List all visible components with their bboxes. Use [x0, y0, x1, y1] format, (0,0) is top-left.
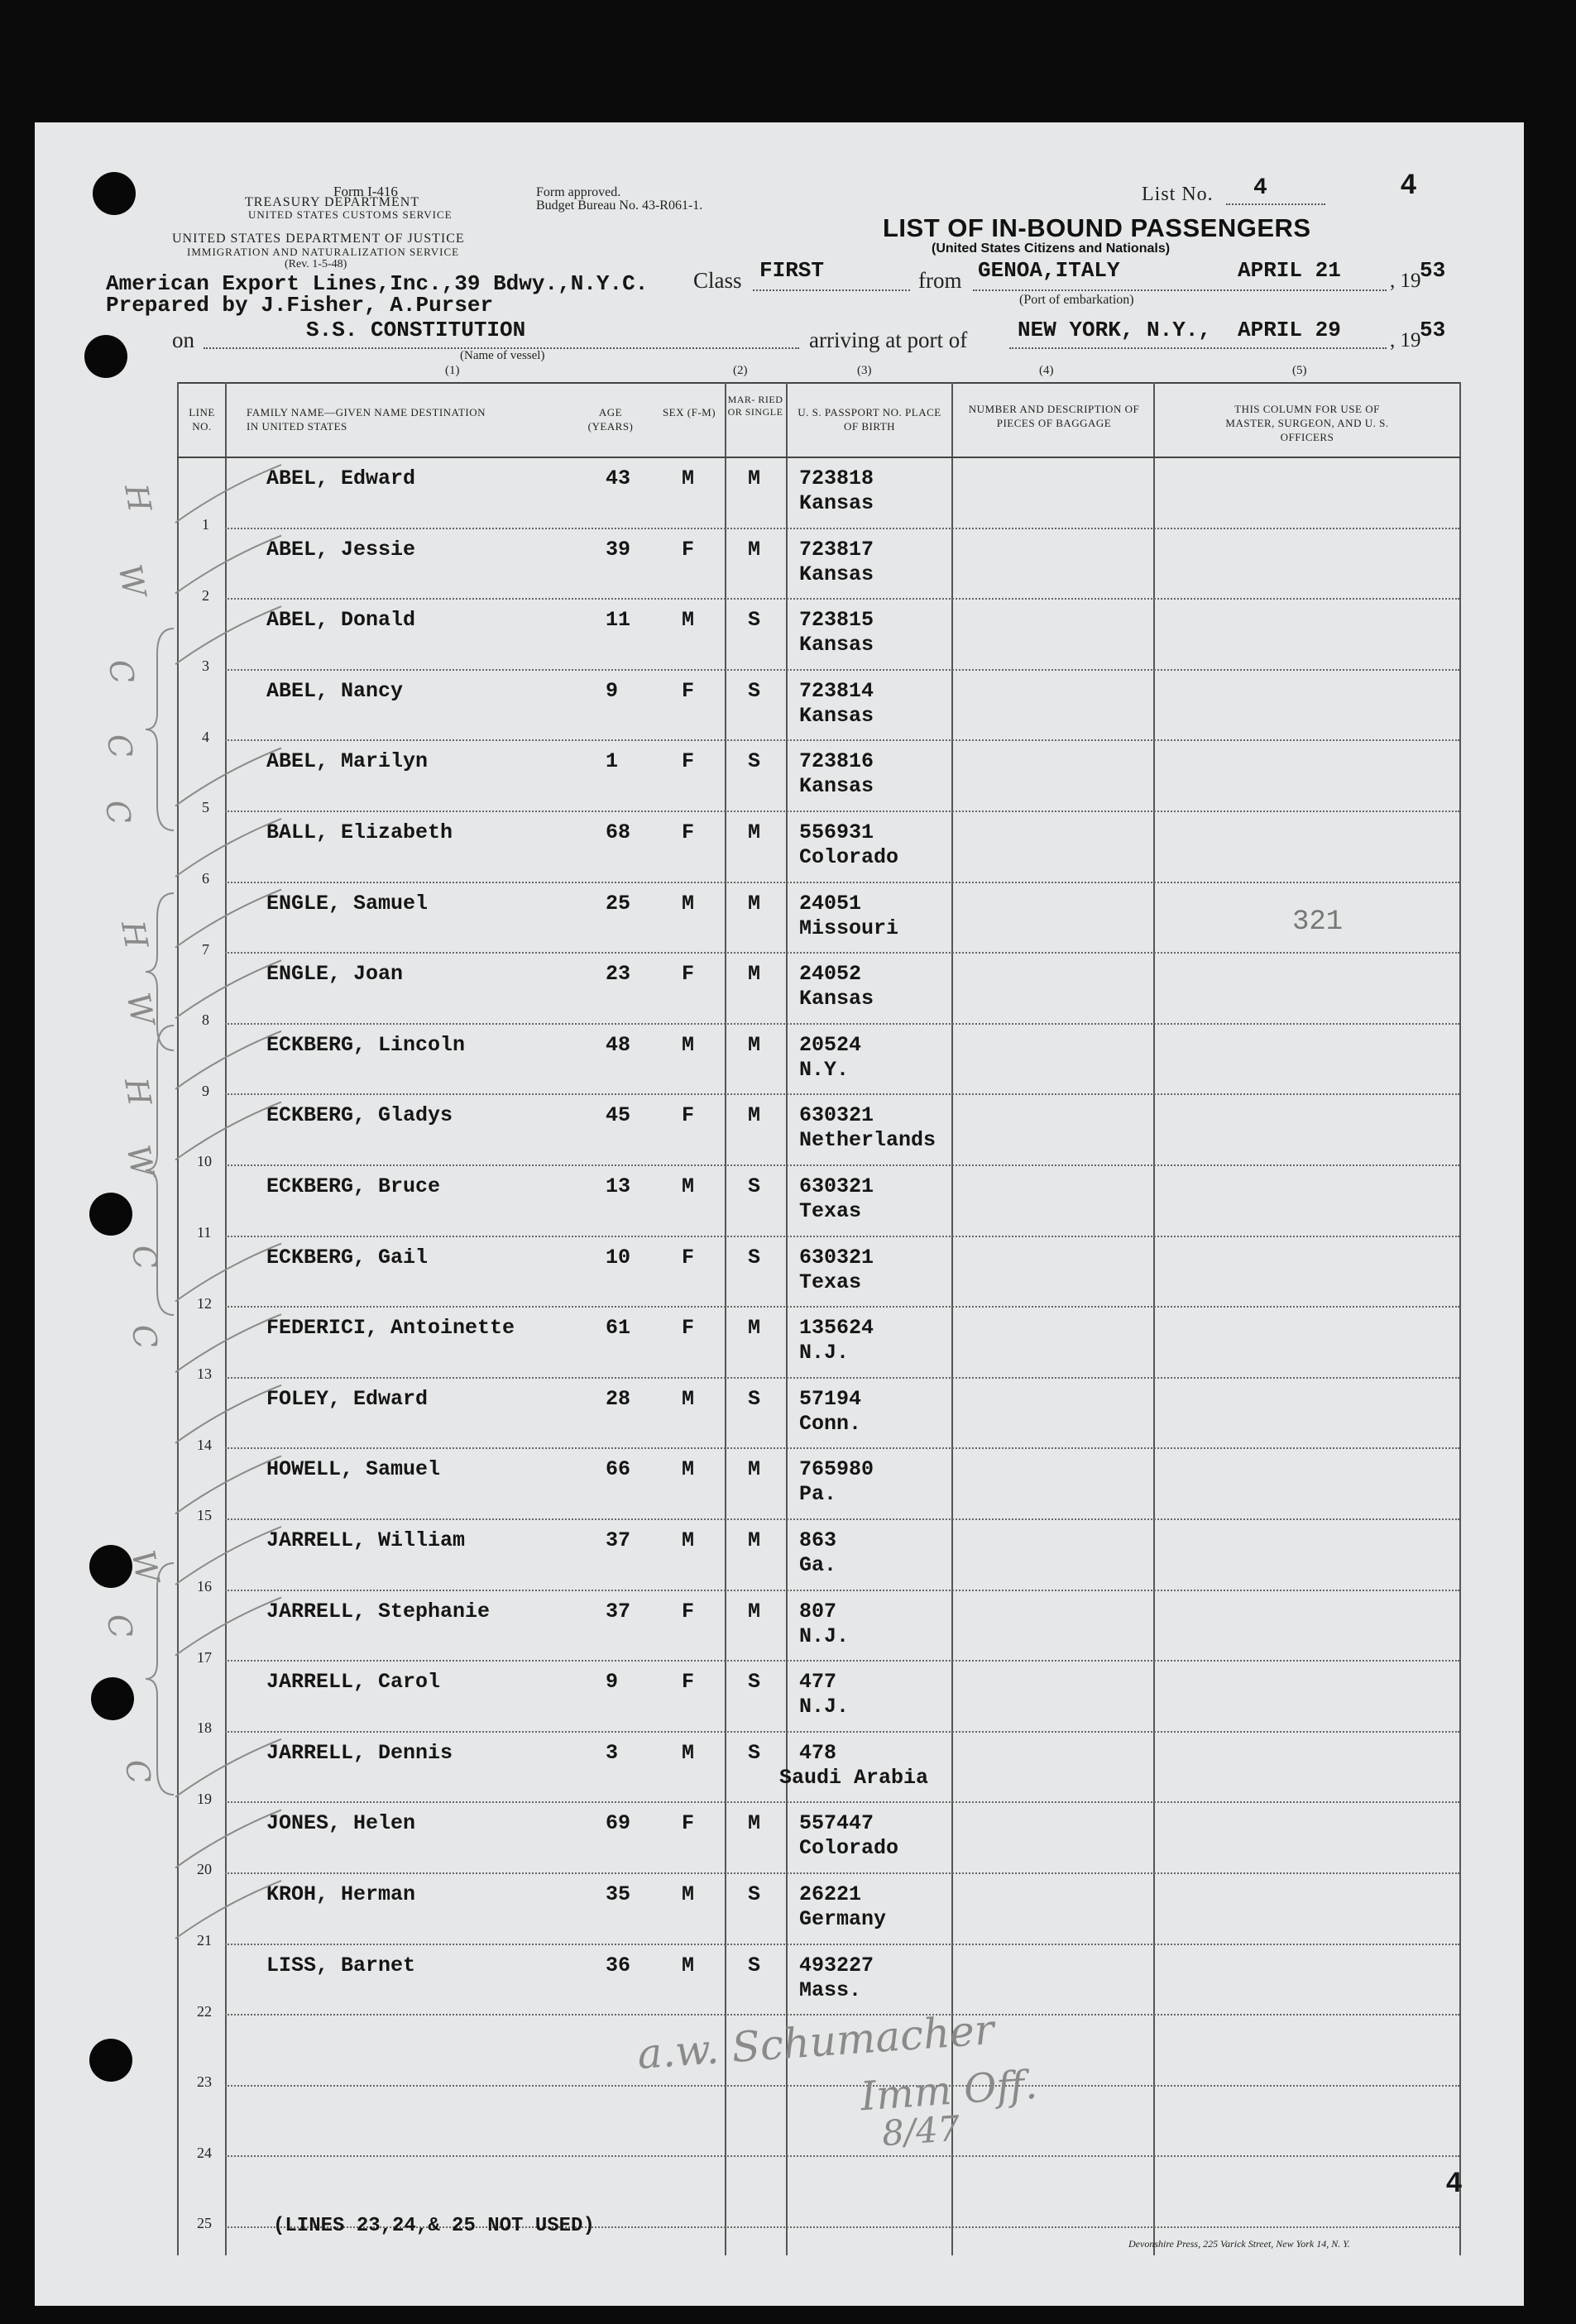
arrival-date: APRIL 29 — [1238, 318, 1341, 342]
class-value: FIRST — [759, 258, 825, 283]
form-approved: Form approved. — [536, 185, 621, 199]
col-header-sex: SEX (F-M) — [662, 406, 716, 418]
birthplace: Netherlands — [799, 1128, 936, 1153]
passenger-marital: M — [748, 1599, 761, 1623]
row-rule — [225, 669, 1459, 671]
passenger-sex: M — [682, 466, 695, 490]
line-number: 9 — [202, 1082, 209, 1099]
passenger-sex: M — [682, 1528, 695, 1552]
passenger-name: JARRELL, Stephanie — [266, 1599, 491, 1623]
passport-number: 723818 — [799, 466, 874, 490]
passenger-sex: F — [682, 820, 695, 844]
col-divider — [725, 382, 726, 2255]
form-subtitle: (United States Citizens and Nationals) — [932, 241, 1171, 256]
passenger-sex: M — [682, 608, 695, 633]
depart-year-prefix: , 19 — [1390, 270, 1421, 292]
birthplace: N.Y. — [799, 1057, 850, 1082]
row-rule — [225, 1023, 1459, 1025]
passenger-sex: F — [682, 749, 695, 774]
col-divider — [1459, 382, 1461, 2255]
margin-letter: C — [98, 796, 138, 828]
passport-number: 765980 — [799, 1457, 874, 1482]
birthplace: Colorado — [799, 1836, 899, 1861]
passenger-age: 43 — [606, 466, 631, 490]
from-line — [973, 289, 1387, 291]
signature-title: Imm Off. — [859, 2061, 1039, 2121]
passenger-sex: M — [682, 1174, 695, 1198]
passport-number: 477 — [799, 1670, 837, 1695]
signature: a.w. Schumacher — [635, 2006, 996, 2078]
line-number: 10 — [197, 1153, 212, 1170]
passenger-marital: M — [748, 1103, 761, 1128]
margin-letter: H — [117, 481, 159, 515]
passenger-age: 13 — [606, 1174, 631, 1198]
col-num-1: (1) — [445, 364, 460, 377]
line-number: 7 — [202, 940, 209, 958]
list-no-label: List No. — [1142, 184, 1214, 205]
punch-hole — [89, 1193, 132, 1236]
officer-note: 321 — [1292, 906, 1344, 938]
passenger-age: 25 — [606, 891, 631, 916]
line-number: 14 — [197, 1436, 212, 1453]
passenger-marital: S — [748, 1953, 761, 1977]
col-header-married: MAR- RIED OR SINGLE — [727, 394, 783, 418]
margin-letter: W — [119, 1141, 161, 1181]
passport-number: 723817 — [799, 537, 874, 562]
row-rule — [225, 1306, 1459, 1308]
birthplace: Pa. — [799, 1482, 837, 1507]
margin-letter: H — [114, 917, 156, 952]
line-number: 2 — [202, 586, 209, 604]
passenger-name: JONES, Helen — [266, 1811, 416, 1836]
ins-service: IMMIGRATION AND NATURALIZATION SERVICE — [187, 246, 460, 258]
passenger-age: 66 — [606, 1457, 631, 1482]
punch-hole — [89, 1545, 132, 1588]
passport-number: 723814 — [799, 678, 874, 703]
vessel-name: S.S. CONSTITUTION — [306, 318, 526, 342]
arriving-label: arriving at port of — [809, 328, 968, 352]
margin-letter: H — [117, 1074, 159, 1109]
birthplace: Ga. — [799, 1553, 837, 1577]
line-number: 18 — [197, 1719, 212, 1737]
passenger-sex: F — [682, 1316, 695, 1341]
justice-department: UNITED STATES DEPARTMENT OF JUSTICE — [172, 232, 465, 246]
row-rule — [225, 1377, 1459, 1379]
passenger-name: ENGLE, Joan — [266, 962, 404, 987]
birthplace: Kansas — [799, 987, 874, 1011]
birthplace: Kansas — [799, 491, 874, 515]
margin-letter: C — [101, 656, 141, 687]
line-number: 6 — [202, 870, 209, 887]
line-number: 23 — [197, 2073, 212, 2091]
class-line — [753, 289, 910, 291]
row-rule — [225, 1872, 1459, 1874]
passenger-sex: M — [682, 1740, 695, 1765]
passport-number: 57194 — [799, 1386, 862, 1411]
passport-number: 630321 — [799, 1174, 874, 1198]
passenger-age: 10 — [606, 1245, 631, 1270]
birthplace: Texas — [799, 1199, 862, 1223]
passenger-age: 37 — [606, 1599, 631, 1623]
passenger-name: ECKBERG, Bruce — [266, 1174, 441, 1198]
signature-date: 8/47 — [880, 2107, 961, 2154]
birthplace: Texas — [799, 1270, 862, 1294]
passenger-name: JARRELL, Carol — [266, 1670, 441, 1695]
passport-number: 863 — [799, 1528, 837, 1552]
line-number: 8 — [202, 1011, 209, 1029]
margin-letter: C — [99, 1610, 140, 1642]
row-rule — [225, 952, 1459, 954]
punch-hole — [91, 1677, 134, 1720]
passenger-sex: F — [682, 1245, 695, 1270]
passenger-name: KROH, Herman — [266, 1882, 416, 1906]
from-value: GENOA,ITALY — [978, 258, 1120, 283]
list-no-line — [1226, 203, 1325, 205]
vessel-caption: (Name of vessel) — [460, 349, 545, 362]
passenger-marital: S — [748, 1882, 761, 1906]
col-divider — [951, 382, 953, 2255]
passenger-name: ABEL, Edward — [266, 466, 416, 490]
passenger-marital: M — [748, 537, 761, 562]
passenger-marital: S — [748, 1174, 761, 1198]
passenger-marital: S — [748, 678, 761, 703]
line-number: 24 — [197, 2144, 212, 2161]
line-number: 4 — [202, 728, 209, 745]
passenger-age: 9 — [606, 678, 619, 703]
birthplace: Missouri — [799, 916, 899, 940]
passenger-name: ECKBERG, Gail — [266, 1245, 429, 1270]
passenger-marital: M — [748, 820, 761, 844]
prepared-by: Prepared by J.Fisher, A.Purser — [106, 293, 494, 318]
page-number: 4 — [1401, 169, 1416, 200]
passenger-marital: M — [748, 1457, 761, 1482]
margin-letter: C — [124, 1241, 165, 1273]
budget-bureau: Budget Bureau No. 43-R061-1. — [536, 198, 703, 213]
passenger-name: ECKBERG, Lincoln — [266, 1032, 466, 1057]
passport-number: 135624 — [799, 1316, 874, 1341]
col-header-baggage: NUMBER AND DESCRIPTION OF PIECES OF BAGGAGE — [968, 403, 1140, 429]
printer-imprint: Devonshire Press, 225 Varick Street, New York 14, N. Y. — [1128, 2238, 1350, 2250]
passenger-name: HOWELL, Samuel — [266, 1457, 441, 1482]
department: TREASURY DEPARTMENT — [245, 195, 420, 209]
col-header-officers: THIS COLUMN FOR USE OF MASTER, SURGEON, AND U. S. OFFICERS — [1225, 403, 1389, 443]
col-num-3: (3) — [857, 364, 872, 377]
line-number: 16 — [197, 1578, 212, 1595]
passenger-sex: F — [682, 1670, 695, 1695]
punch-hole — [84, 335, 127, 378]
from-label: from — [918, 268, 962, 293]
row-rule — [225, 528, 1459, 529]
passenger-marital: M — [748, 962, 761, 987]
passenger-sex: F — [682, 1599, 695, 1623]
passport-number: 557447 — [799, 1811, 874, 1836]
birthplace: Colorado — [799, 845, 899, 869]
passport-number: 723816 — [799, 749, 874, 774]
passenger-name: JARRELL, Dennis — [266, 1740, 453, 1765]
list-no-value: 4 — [1253, 175, 1267, 201]
passenger-age: 61 — [606, 1316, 631, 1341]
row-rule — [225, 1447, 1459, 1449]
birthplace: N.J. — [799, 1623, 850, 1648]
passport-number: 24051 — [799, 891, 862, 916]
line-number: 25 — [197, 2215, 212, 2232]
birthplace: Saudi Arabia — [779, 1765, 929, 1790]
margin-letter: W — [111, 561, 153, 600]
col-header-age: AGE (YEARS) — [587, 406, 634, 433]
passenger-sex: M — [682, 1032, 695, 1057]
embarkation-caption: (Port of embarkation) — [1019, 293, 1134, 307]
class-label: Class — [693, 268, 742, 293]
passport-number: 493227 — [799, 1953, 874, 1977]
departure-date: APRIL 21 — [1238, 258, 1341, 283]
form-revision: (Rev. 1-5-48) — [285, 258, 347, 270]
passport-number: 26221 — [799, 1882, 862, 1906]
row-rule — [225, 1518, 1459, 1520]
passenger-name: ABEL, Nancy — [266, 678, 404, 703]
line-number: 20 — [197, 1861, 212, 1878]
passenger-age: 45 — [606, 1103, 631, 1128]
col-header-name: FAMILY NAME—GIVEN NAME DESTINATION IN UNITED STATES — [247, 406, 486, 433]
departure-year: 53 — [1420, 258, 1446, 283]
passenger-marital: S — [748, 608, 761, 633]
header-rule — [177, 457, 1461, 458]
passenger-name: ENGLE, Samuel — [266, 891, 429, 916]
birthplace: Germany — [799, 1907, 887, 1931]
row-rule — [225, 2085, 1459, 2087]
line-number: 19 — [197, 1790, 212, 1807]
line-number: 12 — [197, 1294, 212, 1312]
passenger-marital: M — [748, 1032, 761, 1057]
margin-letter: W — [124, 1547, 166, 1586]
birthplace: Kansas — [799, 774, 874, 799]
col-header-passport: U. S. PASSPORT NO. PLACE OF BIRTH — [798, 406, 941, 433]
line-number: 5 — [202, 799, 209, 816]
line-number: 15 — [197, 1507, 212, 1524]
row-rule — [225, 1660, 1459, 1662]
passenger-age: 23 — [606, 962, 631, 987]
passenger-age: 11 — [606, 608, 631, 633]
page-number-bottom: 4 — [1446, 2167, 1462, 2198]
passenger-name: BALL, Elizabeth — [266, 820, 453, 844]
row-rule — [225, 1164, 1459, 1166]
passenger-age: 9 — [606, 1670, 619, 1695]
birthplace: N.J. — [799, 1695, 850, 1719]
customs-service: UNITED STATES CUSTOMS SERVICE — [248, 208, 453, 221]
arrival-port: NEW YORK, N.Y., — [1018, 318, 1212, 342]
form-number: Form I-416 — [333, 184, 398, 199]
passenger-marital: S — [748, 1245, 761, 1270]
col-divider — [786, 382, 788, 2255]
passenger-age: 68 — [606, 820, 631, 844]
shipping-line: American Export Lines,Inc.,39 Bdwy.,N.Y.C. — [106, 271, 649, 296]
passport-number: 630321 — [799, 1103, 874, 1128]
line-number: 22 — [197, 2002, 212, 2020]
passenger-marital: S — [748, 1670, 761, 1695]
passenger-age: 36 — [606, 1953, 631, 1977]
passenger-name: ABEL, Donald — [266, 608, 416, 633]
col-num-2: (2) — [733, 364, 748, 377]
birthplace: Kansas — [799, 562, 874, 586]
birthplace: Kansas — [799, 703, 874, 728]
passenger-name: ABEL, Jessie — [266, 537, 416, 562]
passenger-age: 37 — [606, 1528, 631, 1552]
col-num-5: (5) — [1292, 364, 1307, 377]
row-rule — [225, 739, 1459, 741]
passenger-sex: F — [682, 1811, 695, 1836]
passenger-sex: M — [682, 1386, 695, 1411]
passenger-age: 69 — [606, 1811, 631, 1836]
passenger-age: 3 — [606, 1740, 619, 1765]
passenger-sex: M — [682, 1882, 695, 1906]
lines-not-used: (LINES 23,24,& 25 NOT USED) — [273, 2215, 595, 2237]
passport-number: 478 — [799, 1740, 837, 1765]
passport-number: 20524 — [799, 1032, 862, 1057]
row-rule — [225, 882, 1459, 883]
passenger-sex: M — [682, 891, 695, 916]
passenger-sex: F — [682, 537, 695, 562]
passport-number: 807 — [799, 1599, 837, 1623]
form-title: LIST OF IN-BOUND PASSENGERS — [883, 213, 1311, 242]
line-number: 11 — [197, 1224, 212, 1241]
passport-number: 723815 — [799, 608, 874, 633]
passport-number: 556931 — [799, 820, 874, 844]
passport-number: 630321 — [799, 1245, 874, 1270]
line-number: 13 — [197, 1365, 212, 1383]
passenger-name: LISS, Barnet — [266, 1953, 416, 1977]
margin-letter: C — [124, 1321, 165, 1352]
row-rule — [225, 1944, 1459, 1945]
arrival-line — [1009, 347, 1387, 349]
row-rule — [225, 1801, 1459, 1803]
passenger-marital: S — [748, 1386, 761, 1411]
passenger-marital: S — [748, 749, 761, 774]
line-number: 3 — [202, 658, 209, 675]
passenger-sex: M — [682, 1953, 695, 1977]
passenger-age: 39 — [606, 537, 631, 562]
passenger-marital: M — [748, 1811, 761, 1836]
line-number: 17 — [197, 1648, 212, 1666]
passenger-marital: S — [748, 1740, 761, 1765]
passenger-sex: F — [682, 678, 695, 703]
col-divider — [1153, 382, 1155, 2255]
birthplace: Conn. — [799, 1411, 862, 1436]
passenger-sex: F — [682, 1103, 695, 1128]
passenger-marital: M — [748, 891, 761, 916]
punch-hole — [93, 172, 136, 215]
col-divider — [177, 382, 179, 2255]
passenger-name: FEDERICI, Antoinette — [266, 1316, 515, 1341]
passenger-sex: M — [682, 1457, 695, 1482]
passenger-name: JARRELL, William — [266, 1528, 466, 1552]
passenger-marital: M — [748, 1528, 761, 1552]
passport-number: 24052 — [799, 962, 862, 987]
row-rule — [225, 1093, 1459, 1095]
passenger-age: 35 — [606, 1882, 631, 1906]
col-divider — [225, 382, 227, 2255]
passenger-name: FOLEY, Edward — [266, 1386, 429, 1411]
row-rule — [225, 811, 1459, 812]
punch-hole — [89, 2039, 132, 2082]
row-rule — [225, 1236, 1459, 1237]
passenger-age: 48 — [606, 1032, 631, 1057]
row-rule — [225, 2155, 1459, 2157]
arrival-year: 53 — [1420, 318, 1446, 342]
passenger-age: 28 — [606, 1386, 631, 1411]
passenger-sex: F — [682, 962, 695, 987]
row-rule — [225, 598, 1459, 600]
margin-letter: C — [99, 730, 140, 762]
line-number: 1 — [202, 516, 209, 533]
arrival-year-prefix: , 19 — [1390, 329, 1421, 351]
col-header-line-no: LINE NO. — [189, 406, 215, 433]
margin-letter: C — [117, 1756, 158, 1787]
row-rule — [225, 1731, 1459, 1733]
birthplace: N.J. — [799, 1341, 850, 1365]
line-number: 21 — [197, 1932, 212, 1949]
birthplace: Mass. — [799, 1977, 862, 2002]
passenger-marital: M — [748, 1316, 761, 1341]
row-rule — [225, 1590, 1459, 1591]
col-num-4: (4) — [1039, 364, 1054, 377]
passenger-name: ABEL, Marilyn — [266, 749, 429, 774]
on-label: on — [172, 328, 194, 352]
passenger-name: ECKBERG, Gladys — [266, 1103, 453, 1128]
passenger-marital: M — [748, 466, 761, 490]
margin-letter: W — [119, 989, 161, 1029]
birthplace: Kansas — [799, 633, 874, 658]
passenger-age: 1 — [606, 749, 619, 774]
